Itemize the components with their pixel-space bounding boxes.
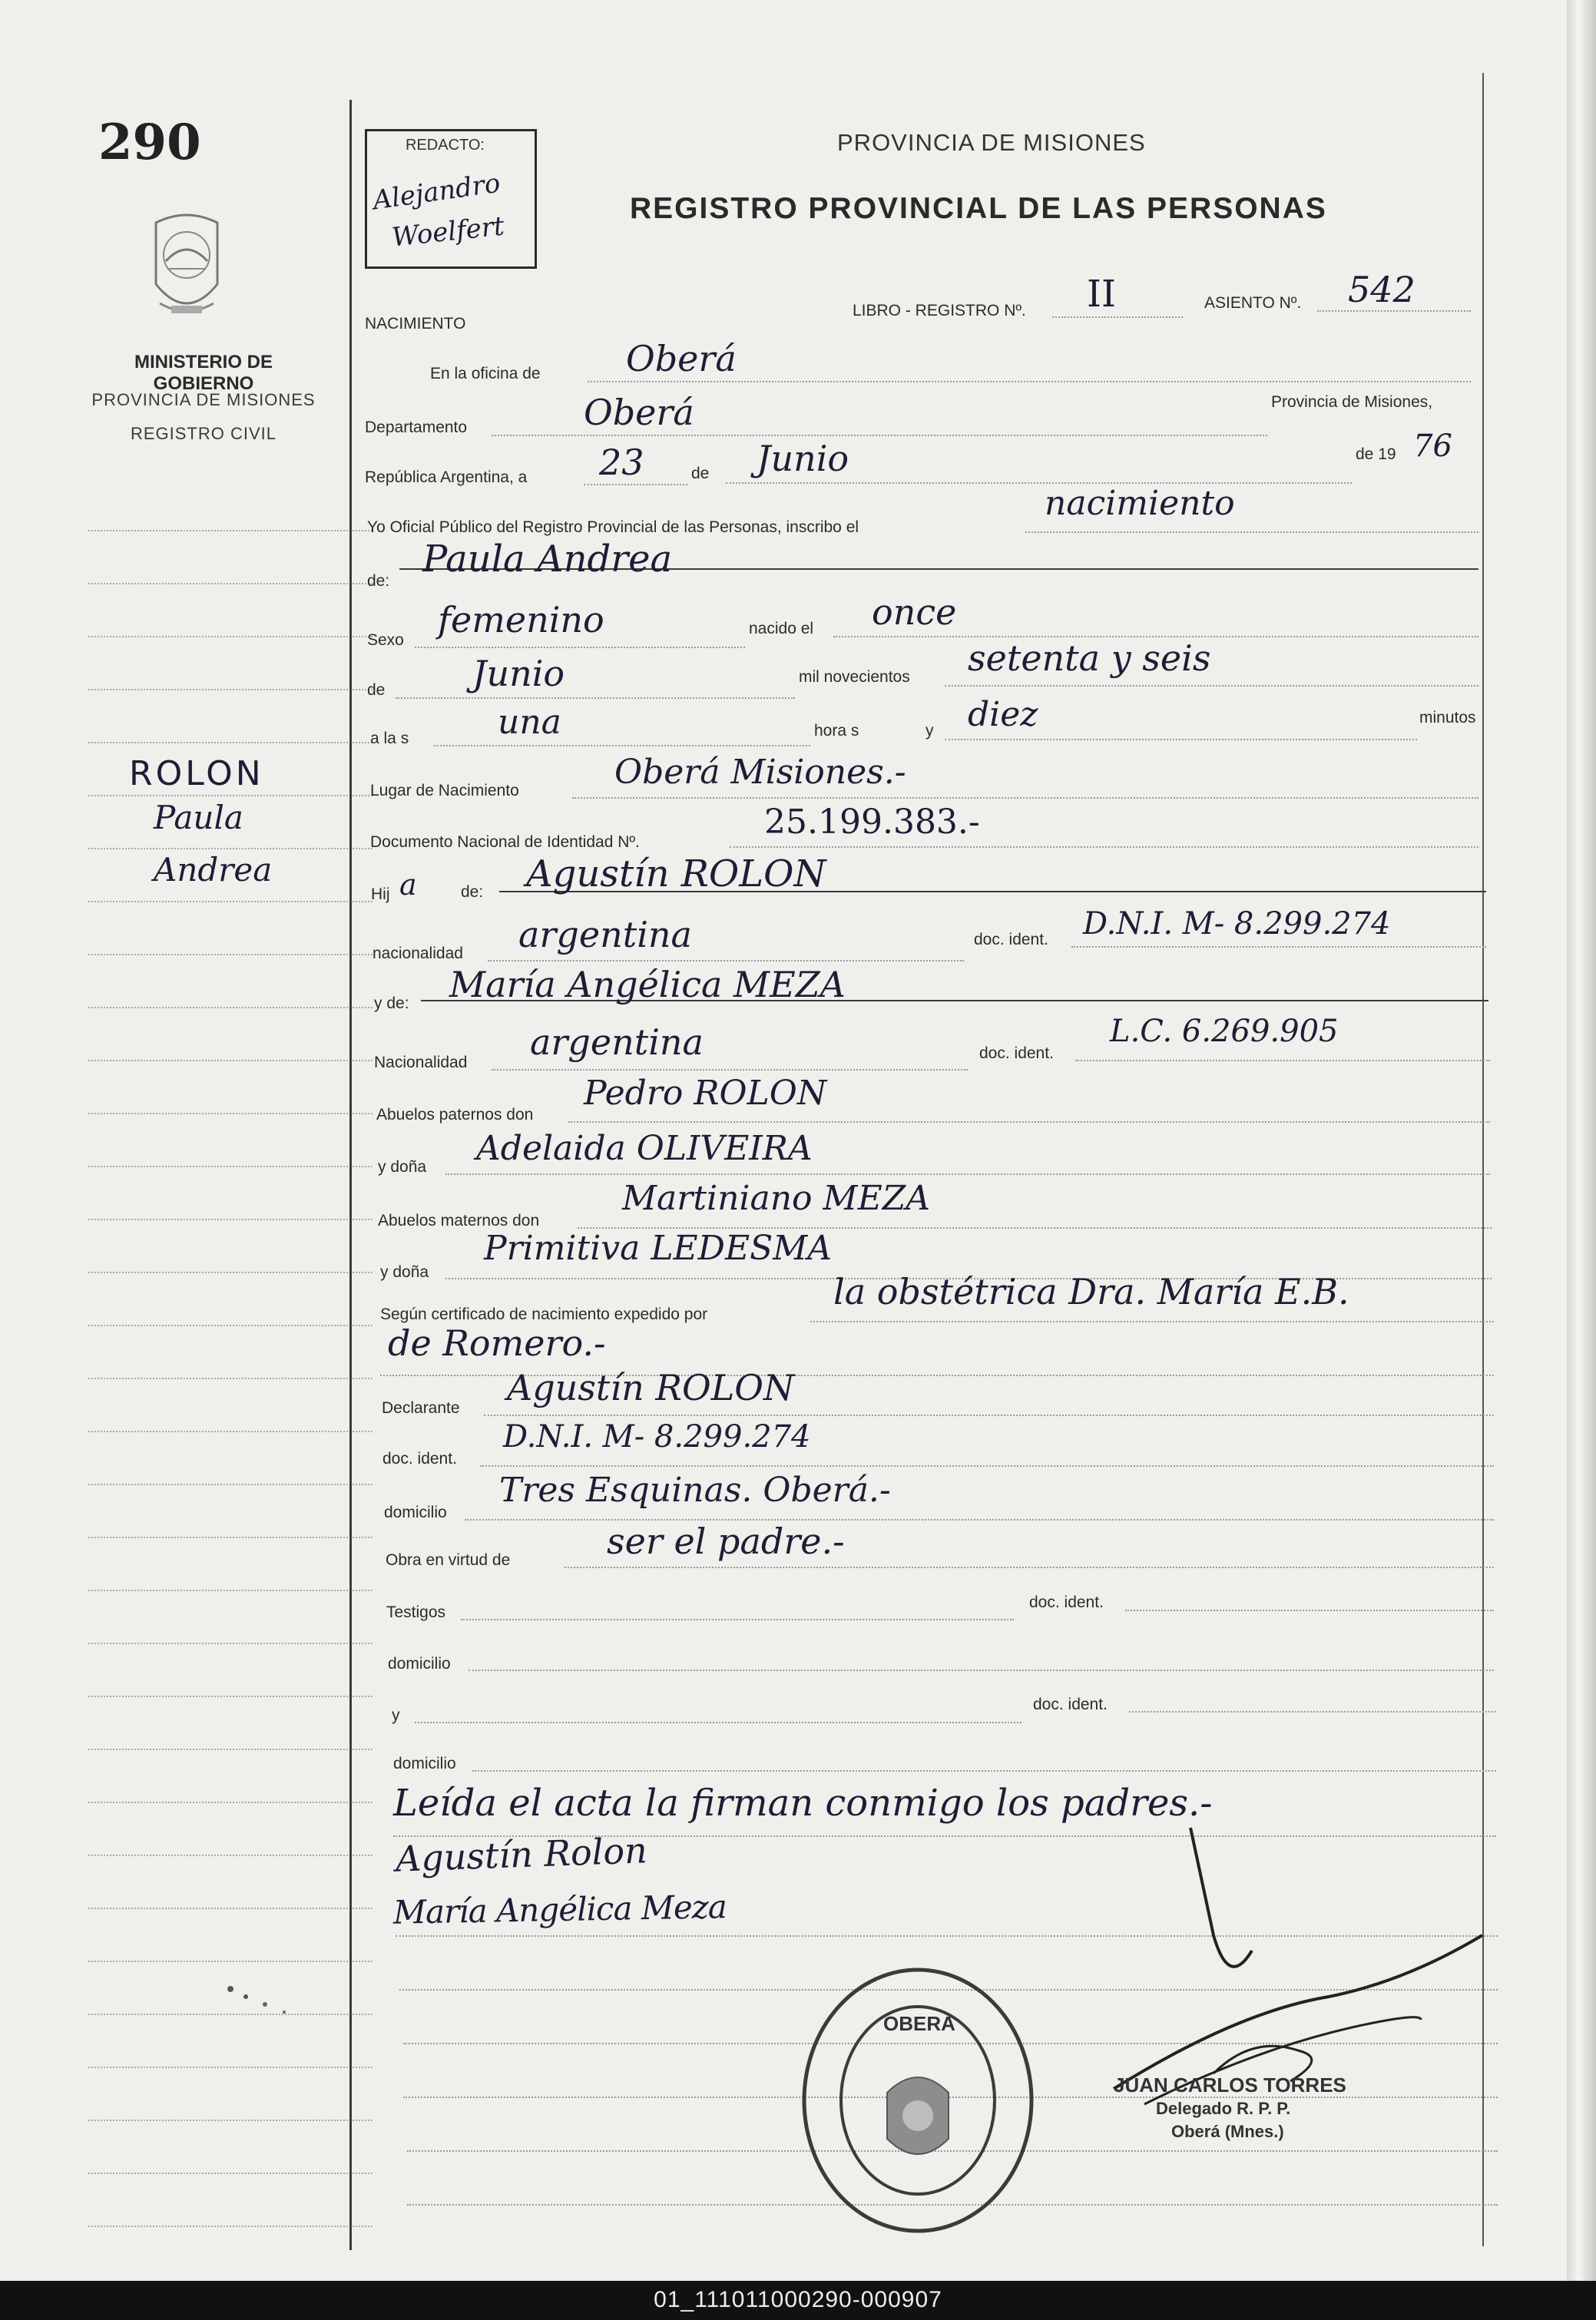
docid1-value: D.N.I. M- 8.299.274 [1083,906,1391,942]
margin-ruled-line [88,1908,373,1909]
mil-label: mil novecientos [799,668,910,686]
leida-text: Leída el acta la firman conmigo los padres.- [393,1782,1213,1825]
margin-ruled-line [88,1113,373,1114]
signature-mother: María Angélica Meza [392,1888,727,1931]
ydona2-label: y doña [380,1263,429,1281]
abuelos-paternos-value: Pedro ROLON [584,1074,827,1113]
hij-de-label: de: [461,883,484,901]
nacionalidad2-label: Nacionalidad [374,1054,468,1071]
hora-label: hora s [814,722,859,740]
margin-ruled-line [88,2067,373,2068]
abuelos-maternos-label: Abuelos maternos don [378,1212,540,1230]
margin-ruled-line [88,901,373,902]
segun-label: Según certificado de nacimiento expedido por [380,1306,708,1323]
sexo-value: femenino [438,599,604,640]
official-seal-icon [799,1962,1037,2239]
de3-label: de [367,681,386,699]
mother-value: María Angélica MEZA [449,964,846,1005]
margin-ruled-line [88,1219,373,1220]
side-surname: ROLON [129,754,264,793]
margin-ruled-line [88,1590,373,1591]
docid1-label: doc. ident. [974,931,1048,948]
page-binding [1567,0,1596,2281]
official-place: Oberá (Mnes.) [1171,2122,1284,2141]
registry-title: REGISTRO PROVINCIAL DE LAS PERSONAS [630,192,1327,225]
docid3-label: doc. ident. [382,1450,457,1468]
nacido-label: nacido el [749,620,814,637]
margin-ruled-line [88,530,373,531]
ministry-title: MINISTERIO DE GOBIERNO [134,352,273,394]
margin-ruled-line [88,689,373,690]
docid5-label: doc. ident. [1033,1696,1108,1713]
margin-ruled-line [88,1696,373,1697]
provincial-crest-icon [144,207,229,330]
margin-ruled-line [88,795,373,796]
oficial-label: Yo Oficial Público del Registro Provincial de las Personas, inscribo el [367,518,859,536]
sexo-label: Sexo [367,631,404,649]
father-value: Agustín ROLON [526,852,826,895]
docid2-label: doc. ident. [979,1044,1054,1062]
margin-ruled-line [88,954,373,955]
nacionalidad1-label: nacionalidad [373,945,463,962]
libro-label: LIBRO - REGISTRO Nº. [853,302,1026,319]
dni-label: Documento Nacional de Identidad Nº. [370,833,640,851]
hij-label: Hij [371,885,390,903]
provincia-label: Provincia de Misiones, [1271,393,1433,411]
margin-ruled-line [88,848,373,849]
de3-value: Junio [472,653,565,694]
official-name: JUAN CARLOS TORRES [1114,2073,1346,2097]
segun-value: la obstétrica Dra. María E.B. [833,1271,1349,1312]
republica-label: República Argentina, a [365,468,528,486]
official-title: Delegado R. P. P. [1156,2099,1291,2118]
year-label: de 19 [1356,445,1396,463]
margin-ruled-line [88,1802,373,1803]
margin-ruled-line [88,742,373,743]
margin-ruled-line [88,583,373,584]
docid3-value: D.N.I. M- 8.299.274 [503,1419,811,1455]
segun-value-2: de Romero.- [388,1322,606,1364]
departamento-label: Departamento [365,419,468,436]
domicilio2-label: domicilio [388,1655,451,1673]
day-value: 23 [599,442,644,483]
yde-label: y de: [374,995,409,1012]
margin-ruled-line [88,1166,373,1167]
year-value: 76 [1413,429,1452,464]
redacto-name-2: Woelfert [390,210,506,253]
redacto-label: REDACTO: [406,137,485,154]
domicilio1-label: domicilio [384,1504,447,1521]
asiento-label: ASIENTO Nº. [1204,294,1302,312]
margin-ruled-line [88,2120,373,2121]
margin-ruled-line [88,1325,373,1326]
margin-ruled-line [88,1378,373,1379]
nacionalidad2-value: argentina [530,1021,704,1063]
province-title: PROVINCIA DE MISIONES [837,129,1146,156]
abuelos-paternos-label: Abuelos paternos don [376,1106,534,1124]
nacionalidad1-value: argentina [518,914,692,955]
domicilio1-value: Tres Esquinas. Oberá.- [499,1471,891,1510]
margin-ruled-line [88,1961,373,1962]
month-value: Junio [757,438,849,479]
nacido-value: once [872,591,957,633]
margin-ruled-line [88,1855,373,1856]
docid2-value: L.C. 6.269.905 [1110,1014,1339,1049]
y2-label: y [392,1706,400,1724]
hij-suffix: a [399,868,417,902]
inscribo-value: nacimiento [1045,484,1235,523]
signature-father: Agustín Rolon [395,1829,648,1880]
mil-value: setenta y seis [968,637,1211,679]
oficina-value: Oberá [626,338,737,379]
libro-value: II [1087,273,1116,316]
lugar-value: Oberá Misiones.- [614,753,906,792]
asiento-value: 542 [1348,269,1416,310]
min-value: diez [968,695,1038,734]
footer-image-id: 01_111011000290-000907 [654,2287,942,2312]
side-firstname: Paula [154,799,243,836]
domicilio3-label: domicilio [393,1755,456,1772]
obra-value: ser el padre.- [607,1521,845,1562]
ydona1-label: y doña [378,1158,427,1176]
obra-label: Obra en virtud de [386,1551,511,1569]
minutos-label: minutos [1419,709,1476,726]
registry-subtitle: REGISTRO CIVIL [130,424,277,443]
ydona2-value: Primitiva LEDESMA [484,1229,833,1268]
margin-rule [349,100,352,2250]
ydona1-value: Adelaida OLIVEIRA [476,1129,813,1168]
margin-ruled-line [88,1431,373,1432]
alas-value: una [498,703,561,742]
departamento-value: Oberá [584,392,694,433]
abuelos-maternos-value: Martiniano MEZA [622,1179,931,1218]
redacto-name-1: Alejandro [371,167,502,217]
de2-label: de: [367,572,390,590]
testigos-label: Testigos [386,1603,446,1621]
y-label: y [925,722,934,740]
ink-specks-icon [223,1981,315,2027]
margin-ruled-line [88,1643,373,1644]
alas-label: a la s [370,730,409,747]
margin-ruled-line [88,2226,373,2227]
margin-ruled-line [88,2173,373,2174]
margin-ruled-line [88,1537,373,1538]
dni-value: 25.199.383.- [764,803,980,842]
child-name-value: Paula Andrea [422,538,673,581]
margin-ruled-line [88,1484,373,1485]
de-label: de [691,465,710,482]
province-subtitle: PROVINCIA DE MISIONES [91,390,316,409]
page-number: 290 [98,114,201,171]
margin-ruled-line [88,1272,373,1273]
declarante-label: Declarante [382,1399,460,1417]
margin-ruled-line [88,636,373,637]
margin-ruled-line [88,1007,373,1008]
declarante-value: Agustín ROLON [507,1367,795,1408]
side-middlename: Andrea [154,851,273,889]
margin-ruled-line [88,1749,373,1750]
oficina-label: En la oficina de [430,365,541,382]
record-type-label: NACIMIENTO [365,315,466,333]
docid4-label: doc. ident. [1029,1594,1104,1611]
seal-city: OBERA [883,2012,955,2035]
margin-ruled-line [88,1060,373,1061]
lugar-label: Lugar de Nacimiento [370,782,519,799]
